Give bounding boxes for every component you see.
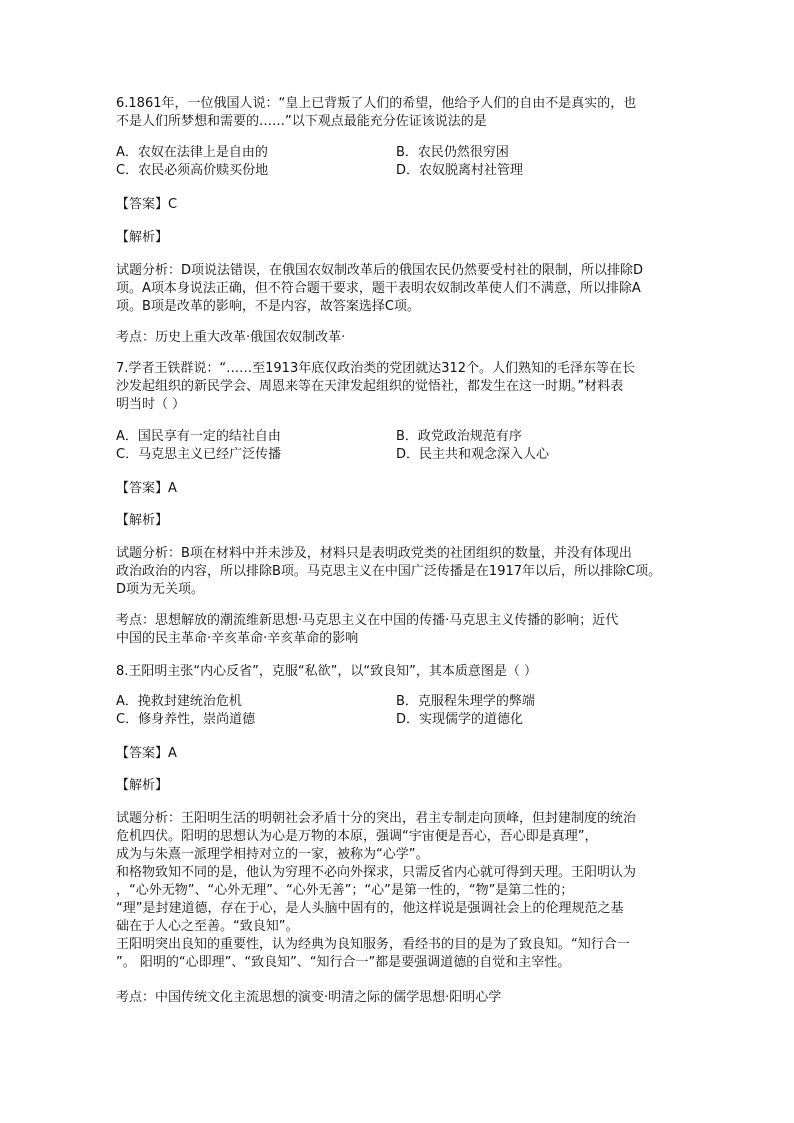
text-line: 不是人们所梦想和需要的……”以下观点最能充分佐证该说法的是 bbox=[116, 114, 487, 129]
q8-option-b: B．克服程朱理学的弊端 bbox=[396, 694, 535, 709]
q6-analysis bbox=[116, 262, 676, 316]
q6-option-b: B．农民仍然很穷困 bbox=[396, 145, 509, 160]
q6-option-a: A．农奴在法律上是自由的 bbox=[116, 145, 268, 160]
q7-option-c: C．马克思主义已经广泛传播 bbox=[116, 447, 282, 462]
q8-option-c: C．修身养性，崇尚道德 bbox=[116, 712, 256, 727]
q6-option-d: D．农奴脱离村社管理 bbox=[396, 163, 524, 178]
q6-kaodian: 考点：历史上重大改革·俄国农奴制改革· bbox=[116, 330, 346, 345]
text-line: 考点：思想解放的潮流维新思想·马克思主义在中国的传播·马克思主义传播的影响；近代 bbox=[116, 613, 619, 628]
q7-analysis bbox=[116, 545, 676, 599]
q7-option-a: A．国民享有一定的结社自由 bbox=[116, 429, 281, 444]
question-7-stem bbox=[116, 360, 676, 414]
q6-analysis-label: 【解析】 bbox=[116, 230, 169, 245]
q7-option-b: B．政党政治规范有序 bbox=[396, 429, 522, 444]
text-line: 6.1861年，一位俄国人说：“皇上已背叛了人们的希望，他给予人们的自由不是真实的，也 bbox=[116, 96, 637, 111]
q7-kaodian bbox=[116, 612, 676, 648]
text-line: D项为无关项。 bbox=[116, 582, 205, 597]
question-6-stem bbox=[116, 95, 676, 131]
text-line: 王阳明突出良知的重要性，认为经典为良知服务，看经书的目的是为了致良知。“知行合一 bbox=[116, 937, 630, 952]
text-line: 础在于人心之至善。“致良知”。 bbox=[116, 919, 299, 934]
q7-analysis-label: 【解析】 bbox=[116, 513, 169, 528]
text-line: 明当时（ ） bbox=[116, 397, 186, 412]
text-line: “理”是封建道德，存在于心，是人头脑中固有的，他这样说是强调社会上的伦理规范之基 bbox=[116, 901, 624, 916]
q8-analysis-label: 【解析】 bbox=[116, 778, 169, 793]
q8-analysis bbox=[116, 810, 676, 972]
text-line: 项。A项本身说法正确，但不符合题干要求，题干表明农奴制改革使人们不满意，所以排除A bbox=[116, 281, 641, 296]
text-line: 成为与朱熹一派理学相持对立的一家，被称为“心学”。 bbox=[116, 847, 429, 862]
text-line: 试题分析：B项在材料中并未涉及，材料只是表明政党类的社团组织的数量，并没有体现出 bbox=[116, 546, 632, 561]
q7-answer: 【答案】A bbox=[116, 481, 177, 496]
question-8-stem bbox=[116, 663, 676, 681]
q7-option-d: D．民主共和观念深入人心 bbox=[396, 447, 550, 462]
text-line: 8.王阳明主张“内心反省”，克服“私欲”，以“致良知”，其本质意图是（ ） bbox=[116, 664, 537, 679]
text-line: 危机四伏。阳明的思想认为心是万物的本原，强调“宇宙便是吾心，吾心即是真理”， bbox=[116, 829, 598, 844]
text-line: 7.学者王铁群说：“……至1913年底仅政治类的党团就达312个。人们熟知的毛泽东等在长 bbox=[116, 361, 636, 376]
text-line: 项。B项是改革的影响，不是内容，故答案选择C项。 bbox=[116, 299, 420, 314]
text-line: 和格物致知不同的是，他认为穷理不必向外探求，只需反省内心就可得到天理。王阳明认为 bbox=[116, 865, 637, 880]
text-line: 中国的民主革命·辛亥革命·辛亥革命的影响 bbox=[116, 631, 359, 646]
q8-option-a: A．挽救封建统治危机 bbox=[116, 694, 242, 709]
q6-answer: 【答案】C bbox=[116, 197, 178, 212]
q6-option-c: C．农民必须高价赎买份地 bbox=[116, 163, 269, 178]
text-line: 试题分析：D项说法错误，在俄国农奴制改革后的俄国农民仍然要受村社的限制，所以排除D bbox=[116, 263, 644, 278]
q8-option-d: D．实现儒学的道德化 bbox=[396, 712, 524, 727]
text-line: 试题分析：王阳明生活的明朝社会矛盾十分的突出，君主专制走向顶峰，但封建制度的统治 bbox=[116, 811, 637, 826]
text-line: ”。 阳明的“心即理”、“致良知”、“知行合一”都是要强调道德的自觉和主宰性。 bbox=[116, 955, 571, 970]
q8-kaodian: 考点：中国传统文化主流思想的演变·明清之际的儒学思想·阳明心学 bbox=[116, 990, 502, 1005]
text-line: 沙发起组织的新民学会、周恩来等在天津发起组织的觉悟社，都发生在这一时期。”材料表 bbox=[116, 379, 624, 394]
text-line: 政治政治的内容，所以排除B项。马克思主义在中国广泛传播是在1917年以后，所以排除C项。 bbox=[116, 564, 662, 579]
q8-answer: 【答案】A bbox=[116, 746, 177, 761]
text-line: ，“心外无物”、“心外无理”、“心外无善”；“心”是第一性的，“物”是第二性的； bbox=[116, 883, 574, 898]
